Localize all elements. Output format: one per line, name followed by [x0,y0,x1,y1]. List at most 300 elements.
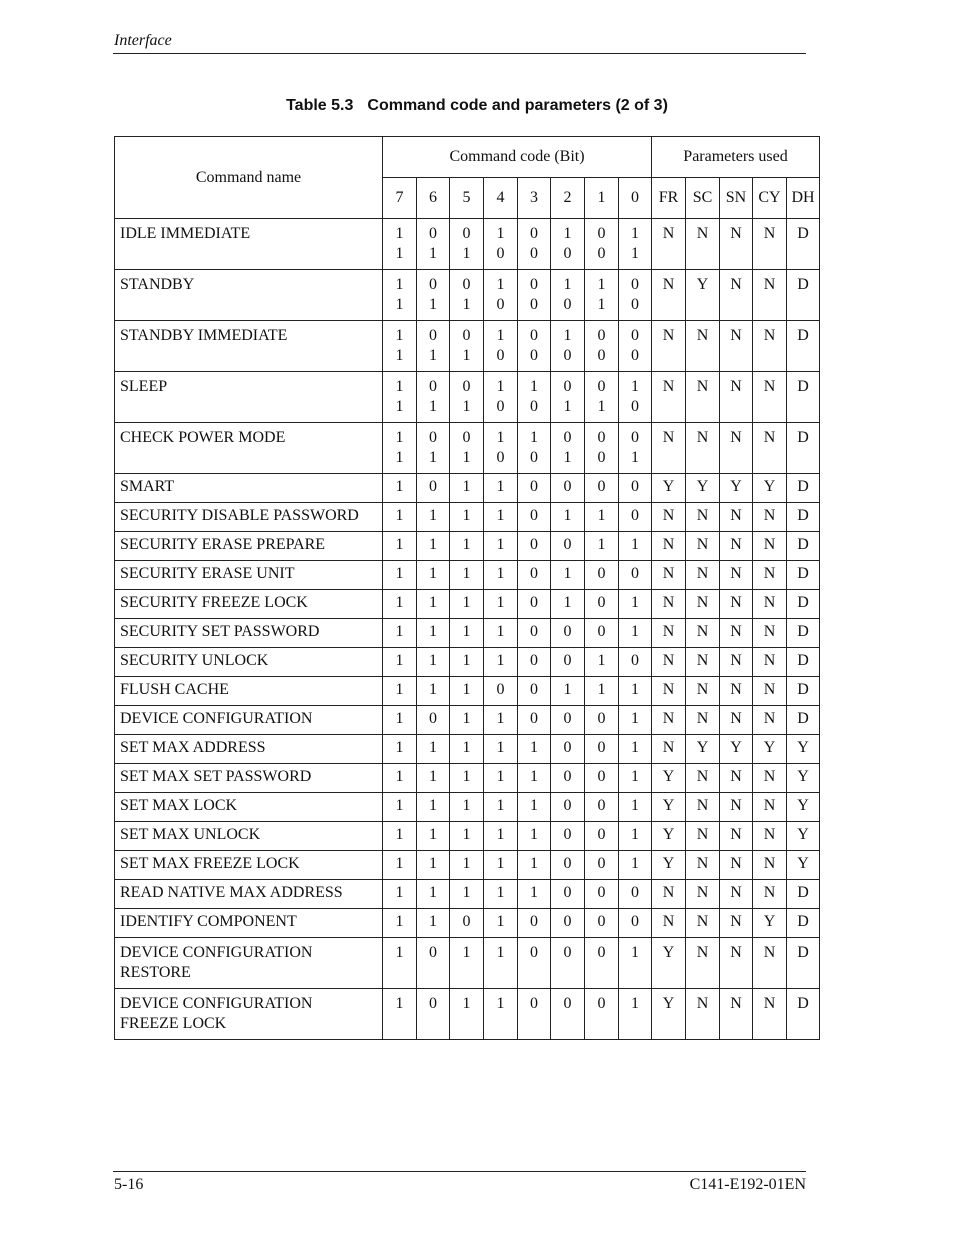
param-cell: N [753,880,787,909]
bit-cell: 1 [417,880,450,909]
param-cell: D [787,619,820,648]
command-name-line: DEVICE CONFIGURATION [120,710,313,727]
param-cell: N [686,989,720,1040]
bit-cell: 1 [484,503,518,532]
bit-cell: 1 [383,474,417,503]
bit-cell: 1 0 [484,372,518,423]
param-cell: D [787,423,820,474]
bit-cell: 1 [484,938,518,989]
bit-cell: 1 [383,590,417,619]
bit-cell: 1 [619,764,652,793]
bit-cell: 1 [450,619,484,648]
bit-cell: 0 [585,735,619,764]
param-cell: N [652,532,686,561]
param-cell: N [686,764,720,793]
bit-cell: 0 0 [585,423,619,474]
param-cell: N [652,590,686,619]
param-cell: N [686,938,720,989]
param-cell: N [652,372,686,423]
param-cell: D [787,909,820,938]
header-bit: 0 [619,178,652,219]
bit-cell: 0 1 [450,372,484,423]
command-name-cell [115,938,383,989]
header-param: DH [787,178,820,219]
command-name-line: SET MAX LOCK [120,797,238,814]
table-row [115,270,820,321]
bit-cell: 1 [450,822,484,851]
table-row [115,706,820,735]
bit-cell: 1 [383,677,417,706]
param-cell: Y [787,851,820,880]
bit-cell: 1 [417,619,450,648]
param-cell: D [787,706,820,735]
bit-cell: 0 1 [450,219,484,270]
header-param: CY [753,178,787,219]
param-cell: Y [787,735,820,764]
param-cell: N [686,706,720,735]
param-cell: N [720,822,753,851]
param-cell: N [753,706,787,735]
param-cell: N [720,938,753,989]
bit-cell: 0 1 [551,372,585,423]
command-name-line: SET MAX UNLOCK [120,826,261,843]
bit-cell: 0 [551,822,585,851]
bit-cell: 1 [417,590,450,619]
command-name-cell [115,909,383,938]
bit-cell: 1 [383,764,417,793]
table-row [115,532,820,561]
command-name-line: FLUSH CACHE [120,681,229,698]
bit-cell: 0 [551,938,585,989]
param-cell: N [753,851,787,880]
param-cell: N [753,321,787,372]
bit-cell: 0 1 [619,423,652,474]
bit-cell: 1 1 [619,219,652,270]
bit-cell: 0 1 [450,423,484,474]
bit-cell: 0 [585,474,619,503]
table-row [115,561,820,590]
command-name-cell [115,590,383,619]
bit-cell: 1 [417,561,450,590]
bit-cell: 0 [417,706,450,735]
bit-cell: 1 [417,822,450,851]
command-name-cell [115,793,383,822]
command-name-line: DEVICE CONFIGURATION [120,995,313,1012]
param-cell: N [652,735,686,764]
bit-cell: 0 0 [518,321,551,372]
param-cell: N [720,619,753,648]
table-row [115,735,820,764]
bit-cell: 1 [383,503,417,532]
table-caption [0,97,954,115]
bit-cell: 0 [518,648,551,677]
bit-cell: 0 1 [417,270,450,321]
table-row [115,423,820,474]
param-cell: N [753,532,787,561]
param-cell: N [720,851,753,880]
command-code-table [114,136,820,1040]
param-cell: Y [787,822,820,851]
bit-cell: 0 1 [417,423,450,474]
bit-cell: 1 1 [383,423,417,474]
table-row [115,989,820,1040]
param-cell: N [753,938,787,989]
param-cell: N [753,423,787,474]
bit-cell: 1 [383,851,417,880]
bit-cell: 1 [585,648,619,677]
param-cell: N [753,372,787,423]
command-name-cell [115,423,383,474]
command-name-cell [115,677,383,706]
bit-cell: 1 [619,938,652,989]
header-parameters: Parameters used [652,137,820,178]
bit-cell: 0 [518,590,551,619]
table-row [115,321,820,372]
table-number: Table 5.3 [286,97,354,114]
param-cell: D [787,321,820,372]
bit-cell: 1 [484,735,518,764]
bit-cell: 1 [450,648,484,677]
param-cell: N [652,423,686,474]
param-cell: N [720,764,753,793]
bit-cell: 1 [450,561,484,590]
bit-cell: 1 [619,793,652,822]
bit-cell: 0 [518,532,551,561]
bit-cell: 0 [551,880,585,909]
bit-cell: 1 [484,822,518,851]
param-cell: D [787,938,820,989]
bit-cell: 1 [619,619,652,648]
bit-cell: 1 [383,561,417,590]
bit-cell: 0 [518,938,551,989]
command-name-cell [115,880,383,909]
bit-cell: 1 [518,880,551,909]
command-name-cell [115,989,383,1040]
param-cell: N [720,677,753,706]
bit-cell: 1 [484,989,518,1040]
param-cell: N [720,321,753,372]
bit-cell: 1 [450,989,484,1040]
param-cell: N [720,219,753,270]
param-cell: D [787,880,820,909]
param-cell: N [686,590,720,619]
bit-cell: 0 [484,677,518,706]
param-cell: N [652,219,686,270]
bit-cell: 1 1 [383,321,417,372]
command-name-cell [115,372,383,423]
bit-cell: 1 [383,989,417,1040]
bit-cell: 0 [518,677,551,706]
command-name-line: SET MAX ADDRESS [120,739,266,756]
bit-cell: 0 [518,503,551,532]
bit-cell: 1 0 [484,423,518,474]
param-cell: Y [652,822,686,851]
bit-cell: 1 [619,706,652,735]
param-cell: D [787,270,820,321]
bit-cell: 0 1 [551,423,585,474]
bit-cell: 1 0 [484,270,518,321]
bit-cell: 0 [551,706,585,735]
bit-cell: 1 1 [383,372,417,423]
header-command-code: Command code (Bit) [383,137,652,178]
param-cell: D [787,677,820,706]
table-row [115,764,820,793]
bit-cell: 1 [450,793,484,822]
param-cell: N [686,648,720,677]
param-cell: N [720,793,753,822]
command-name-line: RESTORE [120,964,191,981]
bit-cell: 1 [417,764,450,793]
param-cell: N [652,270,686,321]
bit-cell: 0 0 [518,270,551,321]
param-cell: Y [652,989,686,1040]
bit-cell: 1 [484,880,518,909]
bit-cell: 0 [585,909,619,938]
header-bit: 7 [383,178,417,219]
command-name-cell [115,503,383,532]
bit-cell: 0 1 [417,372,450,423]
bit-cell: 1 [417,735,450,764]
command-name-line: SET MAX FREEZE LOCK [120,855,300,872]
param-cell: N [720,909,753,938]
bit-cell: 1 [484,764,518,793]
table-row [115,793,820,822]
param-cell: Y [753,735,787,764]
bit-cell: 1 [619,851,652,880]
param-cell: Y [787,793,820,822]
bit-cell: 1 [551,561,585,590]
table-row [115,938,820,989]
param-cell: Y [686,270,720,321]
bit-cell: 1 [518,735,551,764]
param-cell: N [720,270,753,321]
param-cell: N [720,532,753,561]
bit-cell: 0 [619,561,652,590]
footer-rule [113,1171,806,1172]
bit-cell: 0 [518,561,551,590]
command-name-cell [115,532,383,561]
param-cell: N [686,822,720,851]
param-cell: Y [753,474,787,503]
bit-cell: 1 [383,880,417,909]
bit-cell: 0 0 [619,321,652,372]
bit-cell: 1 [450,735,484,764]
bit-cell: 1 [619,532,652,561]
table-row [115,909,820,938]
param-cell: N [686,561,720,590]
param-cell: N [652,909,686,938]
bit-cell: 1 [619,989,652,1040]
bit-cell: 1 [518,764,551,793]
param-cell: N [753,648,787,677]
bit-cell: 0 1 [450,321,484,372]
param-cell: Y [720,735,753,764]
param-cell: D [787,989,820,1040]
bit-cell: 0 0 [585,321,619,372]
param-cell: N [753,270,787,321]
param-cell: Y [720,474,753,503]
bit-cell: 0 [585,764,619,793]
param-cell: Y [652,474,686,503]
param-cell: D [787,532,820,561]
bit-cell: 1 [383,706,417,735]
param-cell: N [720,423,753,474]
command-name-line: IDLE IMMEDIATE [120,225,251,242]
param-cell: N [686,503,720,532]
bit-cell: 0 [417,989,450,1040]
param-cell: N [652,706,686,735]
param-cell: N [652,677,686,706]
param-cell: N [753,219,787,270]
param-cell: Y [753,909,787,938]
bit-cell: 0 [518,474,551,503]
bit-cell: 1 [585,532,619,561]
param-cell: D [787,474,820,503]
bit-cell: 1 [619,735,652,764]
param-cell: N [720,561,753,590]
param-cell: N [686,880,720,909]
param-cell: N [652,880,686,909]
table-row [115,822,820,851]
bit-cell: 0 [585,619,619,648]
bit-cell: 1 [417,909,450,938]
param-cell: N [753,561,787,590]
command-name-line: SECURITY FREEZE LOCK [120,594,308,611]
bit-cell: 0 [551,648,585,677]
bit-cell: 1 [383,822,417,851]
param-cell: N [720,648,753,677]
bit-cell: 1 0 [551,219,585,270]
bit-cell: 1 [417,793,450,822]
param-cell: N [686,851,720,880]
header-param: SN [720,178,753,219]
param-cell: D [787,219,820,270]
param-cell: Y [787,764,820,793]
bit-cell: 1 [417,648,450,677]
command-name-cell [115,619,383,648]
bit-cell: 1 [585,677,619,706]
bit-cell: 0 [585,822,619,851]
bit-cell: 0 1 [585,372,619,423]
command-name-line: STANDBY [120,276,195,293]
table-row [115,372,820,423]
header-bit: 3 [518,178,551,219]
param-cell: N [753,764,787,793]
table-row [115,648,820,677]
bit-cell: 1 0 [551,321,585,372]
command-name-cell [115,706,383,735]
bit-cell: 0 [585,880,619,909]
bit-cell: 1 [450,880,484,909]
bit-cell: 0 0 [619,270,652,321]
bit-cell: 0 [551,474,585,503]
bit-cell: 0 [585,989,619,1040]
table-title: Command code and parameters (2 of 3) [367,97,668,114]
command-name-cell [115,851,383,880]
table-row [115,503,820,532]
param-cell: Y [686,735,720,764]
bit-cell: 1 [619,677,652,706]
running-header: Interface [114,32,172,49]
param-cell: D [787,372,820,423]
param-cell: N [686,423,720,474]
param-cell: N [686,321,720,372]
bit-cell: 1 [383,648,417,677]
bit-cell: 0 [518,989,551,1040]
bit-cell: 1 [484,706,518,735]
bit-cell: 1 [450,677,484,706]
bit-cell: 0 [585,793,619,822]
bit-cell: 0 [551,764,585,793]
command-name-line: SECURITY DISABLE PASSWORD [120,507,359,524]
bit-cell: 0 [450,909,484,938]
header-param: FR [652,178,686,219]
bit-cell: 1 [450,764,484,793]
param-cell: N [720,880,753,909]
bit-cell: 1 [518,822,551,851]
bit-cell: 0 [619,880,652,909]
param-cell: N [652,619,686,648]
bit-cell: 0 [518,909,551,938]
param-cell: Y [652,938,686,989]
command-name-cell [115,474,383,503]
bit-cell: 1 0 [551,270,585,321]
table-row [115,851,820,880]
bit-cell: 1 [518,793,551,822]
bit-cell: 1 [417,503,450,532]
bit-cell: 0 1 [450,270,484,321]
bit-cell: 1 [484,851,518,880]
command-name-cell [115,561,383,590]
bit-cell: 1 1 [383,270,417,321]
bit-cell: 0 [551,851,585,880]
bit-cell: 0 0 [585,219,619,270]
command-name-line: IDENTIFY COMPONENT [120,913,297,930]
param-cell: N [686,219,720,270]
param-cell: D [787,561,820,590]
bit-cell: 0 [585,938,619,989]
table-row [115,619,820,648]
bit-cell: 1 [551,503,585,532]
table-row [115,880,820,909]
bit-cell: 1 [518,851,551,880]
command-name-cell [115,735,383,764]
bit-cell: 1 [417,851,450,880]
command-name-line: SLEEP [120,378,168,395]
bit-cell: 1 [417,532,450,561]
param-cell: D [787,648,820,677]
bit-cell: 0 1 [417,321,450,372]
bit-cell: 1 [450,503,484,532]
document-id: C141-E192-01EN [689,1176,806,1193]
param-cell: N [753,590,787,619]
bit-cell: 0 [619,474,652,503]
header-bit: 2 [551,178,585,219]
bit-cell: 1 0 [484,219,518,270]
bit-cell: 0 [417,474,450,503]
param-cell: N [753,619,787,648]
bit-cell: 1 [585,503,619,532]
param-cell: N [652,561,686,590]
command-name-cell [115,270,383,321]
bit-cell: 1 [450,851,484,880]
param-cell: N [720,706,753,735]
bit-cell: 0 [551,532,585,561]
header-bit: 1 [585,178,619,219]
command-name-line: SECURITY UNLOCK [120,652,269,669]
param-cell: N [652,648,686,677]
bit-cell: 1 [484,648,518,677]
